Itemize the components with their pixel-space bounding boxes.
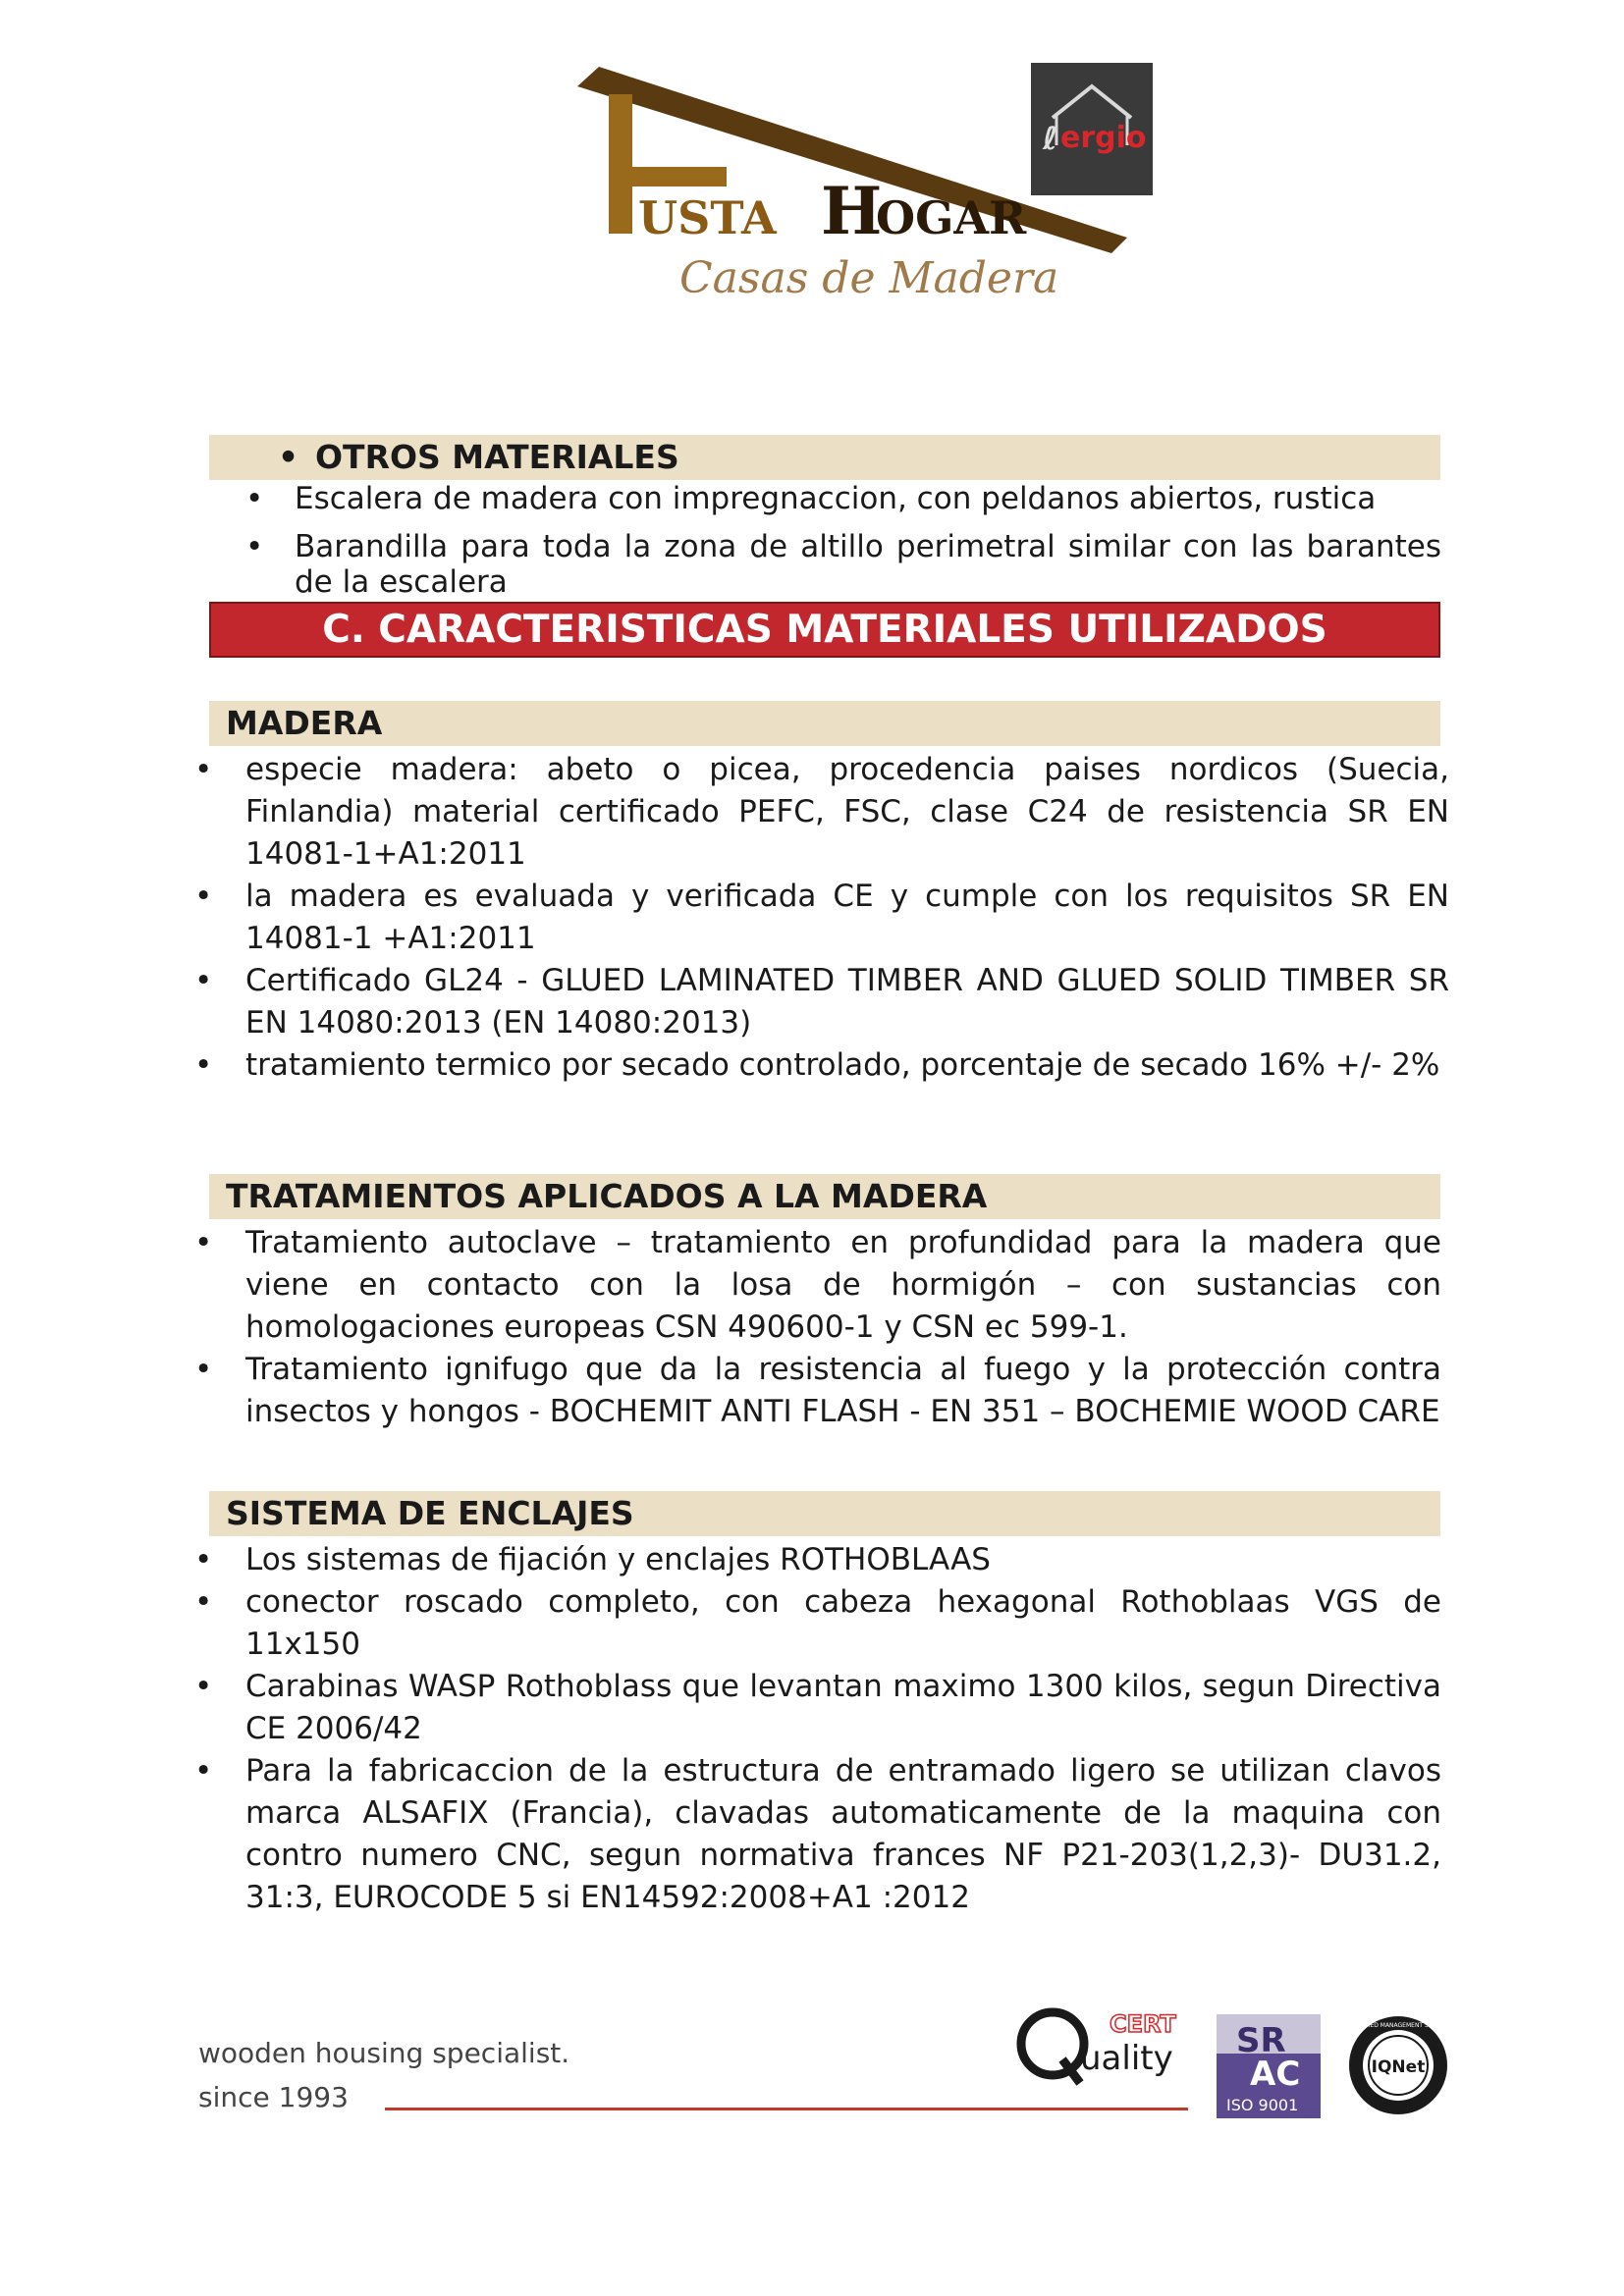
- list-item: • Tratamiento autoclave – tratamiento en profundidad para la madera que viene en contacto con la losa de hormigón – con sustancias con homologaciones europeas CSN 490600-1 y CSN ec 599-1.: [245, 1222, 1441, 1349]
- srac-line2: AC: [1250, 2055, 1301, 2094]
- section-heading-otros-materiales: [209, 435, 1440, 480]
- footer-tagline: wooden housing specialist.: [198, 2037, 570, 2069]
- list-item: • Carabinas WASP Rothoblass que levantan maximo 1300 kilos, segun Directiva CE 2006/42: [245, 1666, 1441, 1750]
- list-item: • especie madera: abeto o picea, procedencia paises nordicos (Suecia, Finlandia) material certificado PEFC, FSC, clase C24 de resistencia SR EN 14081-1+A1:2011: [245, 749, 1449, 876]
- madera-list: [245, 749, 1449, 1087]
- list-item: • conector roscado completo, con cabeza hexagonal Rothoblaas VGS de 11x150: [245, 1581, 1441, 1666]
- srac-line1: SR: [1236, 2021, 1286, 2060]
- srac-iso-logo: [1217, 2014, 1321, 2118]
- tratamientos-list: [245, 1222, 1441, 1433]
- logo-f-bar: [609, 167, 727, 187]
- qcert-bottom-text: uality: [1080, 2039, 1173, 2078]
- list-item: • Los sistemas de fijación y enclajes ROTHOBLAAS: [245, 1539, 1441, 1581]
- list-item: • Certificado GL24 - GLUED LAMINATED TIMBER AND GLUED SOLID TIMBER SR EN 14080:2013 (EN 14080:2013): [245, 960, 1449, 1044]
- otros-materiales-list: [295, 478, 1441, 600]
- qcert-quality-logo: [1015, 2004, 1192, 2089]
- list-item: • Tratamiento ignifugo que da la resistencia al fuego y la protección contra insectos y hongos - BOCHEMIT ANTI FLASH - EN 351 – BOCHEMIE WOOD CARE: [245, 1349, 1441, 1433]
- logo-f-stem: [609, 94, 632, 234]
- section-c-heading: C. CARACTERISTICAS MATERIALES UTILIZADOS: [209, 602, 1440, 658]
- iqnet-certified-logo: [1346, 2013, 1450, 2117]
- section-heading-tratamientos: TRATAMIENTOS APLICADOS A LA MADERA: [209, 1174, 1440, 1219]
- logo-brand-second-initial: H: [821, 173, 883, 249]
- iqnet-label: IQNet: [1371, 2057, 1426, 2077]
- list-item: • Barandilla para toda la zona de altillo perimetral similar con las barantes de la escalera: [295, 529, 1441, 600]
- logo-subtitle: Casas de Madera: [679, 253, 1059, 303]
- sergio-badge: [1031, 63, 1153, 195]
- iqnet-ring-text: CERTIFIED MANAGEMENT SYSTEM: [1348, 2022, 1448, 2029]
- section-heading-enclajes: SISTEMA DE ENCLAJES: [209, 1491, 1440, 1536]
- list-item: • Para la fabricaccion de la estructura de entramado ligero se utilizan clavos marca ALSAFIX (Francia), clavadas automaticamente de la maquina con contro numero CNC, segun normativa frances NF P21-203(1,2,3)- DU31.2, 31:3, EUROCODE 5 si EN14592:2008+A1 :2012: [245, 1750, 1441, 1919]
- logo-brand-second: OGAR: [876, 191, 1027, 244]
- list-item: • Escalera de madera con impregnaccion, con peldanos abiertos, rustica: [295, 478, 1441, 520]
- list-item: • tratamiento termico por secado controlado, porcentaje de secado 16% +/- 2%: [245, 1044, 1449, 1087]
- footer-divider: [385, 2108, 1188, 2110]
- enclajes-list: [245, 1539, 1441, 1919]
- srac-iso: ISO 9001: [1226, 2096, 1299, 2114]
- badge-text: ergio: [1060, 121, 1147, 155]
- otros-materiales-title: OTROS MATERIALES: [315, 438, 679, 476]
- list-item: • la madera es evaluada y verificada CE y cumple con los requisitos SR EN 14081-1 +A1:2011: [245, 876, 1449, 960]
- fustahogar-logo: [569, 59, 1159, 324]
- footer-since: since 1993: [198, 2081, 349, 2113]
- logo-brand-first: USTA: [638, 191, 777, 244]
- qcert-top-text: CERT: [1110, 2010, 1176, 2038]
- section-heading-madera: MADERA: [209, 701, 1440, 746]
- badge-initial-icon: ℓ: [1043, 120, 1058, 157]
